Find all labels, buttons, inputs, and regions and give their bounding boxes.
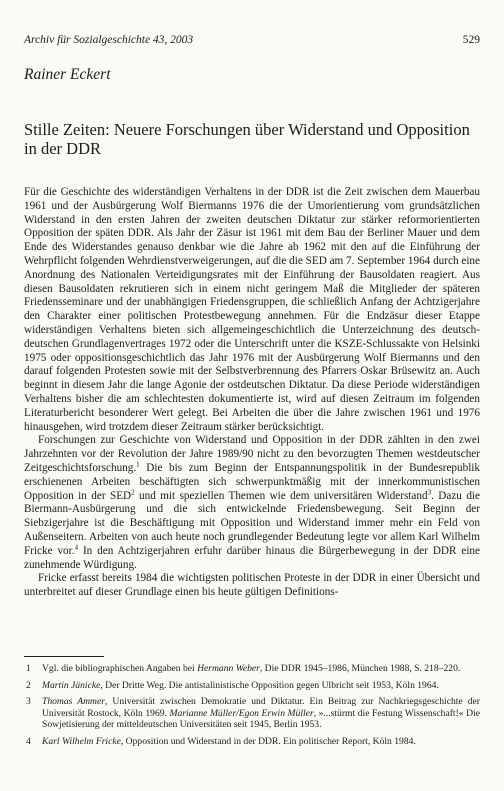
footnote-text: , Universität zwischen Demokratie und Diktatur. Ein Beitrag zur Nachkriegsgeschichte der Universität Rostock, Köln 1969. — [42, 696, 480, 719]
footnote-text: , »...stürmt die Festung Wissenschaft!« Die Sowjetisierung der mitteldeutschen Universitäten seit 1945, Berlin 1953. — [42, 707, 480, 731]
footnote-text: Vgl. die bibliographischen Angaben bei — [42, 663, 198, 674]
footnote-ref-1[interactable]: 1 — [136, 460, 140, 469]
footnote-4 — [24, 736, 480, 748]
footnote-author: Marianne Müller/Egon Erwin Müller — [169, 707, 314, 719]
footnote-divider — [24, 656, 104, 657]
paragraph-2 — [24, 434, 480, 572]
footnote-text: , Die DDR 1945–1986, München 1988, S. 218–220. — [259, 663, 461, 674]
footnote-ref-2[interactable]: 2 — [131, 487, 135, 496]
footnote-1 — [24, 663, 480, 675]
footnote-number: 1 — [26, 663, 31, 674]
footnotes — [24, 663, 480, 753]
author-name: Rainer Eckert — [24, 66, 111, 83]
footnote-author: Martin Jänicke — [42, 679, 101, 691]
article-title: Stille Zeiten: Neuere Forschungen über Widerstand und Opposition in der DDR — [24, 120, 470, 158]
footnote-author: Hermann Weber — [197, 663, 260, 674]
article-body — [24, 186, 480, 600]
page-number: 529 — [462, 34, 480, 46]
paragraph-1: Für die Geschichte des widerständigen Verhaltens in der DDR ist die Zeit zwischen dem Mauerbau 1961 und der Ausbürgerung Wolf Biermanns 1976 die der Umorientierung vom grundsätzlichen Widerstand in den ersten Jahren der zweiten deutschen Diktatur zur stärker reformorientierten Opposition der späten DDR. Als Jahr der Zäsur ist 1961 mit dem Bau der Berliner Mauer und dem Ende des Widerstandes genauso denkbar wie die Jahre ab 1962 mit den auf die Einführung der Wehrpflicht folgenden Wehrdienstverweigerungen, auf die die SED am 7. September 1964 durch eine Anordnung des Nationalen Verteidigungsrates mit der Einführung der Bausoldaten reagiert. Aus diesen Bausoldaten rekrutieren sich in einem nicht geringem Maß die Mitglieder der späteren Friedensseminare und der unabhängigen Friedensgruppen, die schließlich Anfang der Achtzigerjahre den Charakter einer politischen Protestbewegung annehmen. Für die Endzäsur dieser Etappe widerständigen Verhaltens bieten sich allgemeingeschichtlich die Unterzeichnung des deutsch-deutschen Grundlagenvertrages 1972 oder die Unterschrift unter die KSZE-Schlussakte von Helsinki 1975 oder oppositionsgeschichtlich das Jahr 1976 mit der Ausbürgerung Wolf Biermanns und den darauf folgenden Protesten sowie mit der Selbstverbrennung des Pfarrers Oskar Brüsewitz an. Auch beginnt in diesem Jahr die lange Agonie der ostdeutschen Diktatur. Da diese Periode widerständigen Verhaltens bisher die am schlechtesten dokumentierte ist, wird auf diesen Zeitraum im folgenden Literaturbericht besonderer Wert gelegt. Bei Arbeiten die über die Jahre zwischen 1961 und 1976 hinausgehen, wird trotzdem dieser Zeitraum stärker berücksichtigt. — [24, 186, 480, 433]
footnote-author: Thomas Ammer — [42, 696, 105, 708]
footnote-2 — [24, 680, 480, 692]
paragraph-3: Fricke erfasst bereits 1984 die wichtigsten politischen Proteste in der DDR in einer Übersicht und unterbreitet auf dieser Grundlage einen bis heute gültigen Definitions- — [24, 572, 480, 599]
footnote-ref-4[interactable]: 4 — [74, 542, 79, 551]
paragraph-2-part-a: Forschungen zur Geschichte von Widerstand und Opposition in der DDR zählten in den zwei Jahrzehnten vor der Revolution der Jahre 1989/90 nicht zu den bevorzugten Themen westdeutscher Zeitgeschichtsforschung. — [24, 434, 480, 474]
footnote-3 — [24, 696, 480, 731]
footnote-text: , Opposition und Widerstand in der DDR. Ein politischer Report, Köln 1984. — [120, 735, 416, 747]
footnote-text: , Der Dritte Weg. Die antistalinistische Opposition gegen Ulbricht seit 1953, Köln 1964. — [100, 679, 439, 691]
footnote-number: 3 — [26, 696, 31, 708]
footnote-ref-3[interactable]: 3 — [427, 487, 432, 496]
page-header — [24, 34, 480, 50]
paragraph-2-part-b: Die bis zum Beginn der Entspannungspolitik in der Bundesrepublik erschienenen Arbeiten beschäftigten sich schwerpunktmäßig mit der innerkommunistischen Opposition in der SED — [24, 461, 480, 502]
running-head: Archiv für Sozialgeschichte 43, 2003 — [24, 34, 194, 46]
paragraph-2-part-d: . Dazu die Biermann-Ausbürgerung und die sich entwickelnde Friedensbewegung. Seit Beginn der Siebzigerjahre ist die Beschäftigung mit Opposition und Widerstand immer mehr ein Feld von Außenseitern. Arbeiten von auch heute noch grundlegender Bedeutung legte vor allem Karl Wilhelm Fricke vor. — [24, 489, 480, 557]
paragraph-2-part-e: In den Achtzigerjahren erfuhr darüber hinaus die Bürgerbewegung in der DDR eine zunehmende Würdigung. — [24, 544, 480, 571]
footnote-number: 2 — [26, 679, 31, 691]
paragraph-2-part-c: und mit speziellen Themen wie dem universitären Widerstand — [134, 489, 428, 502]
footnote-author: Karl Wilhelm Fricke — [42, 735, 121, 747]
footnote-number: 4 — [26, 735, 31, 747]
